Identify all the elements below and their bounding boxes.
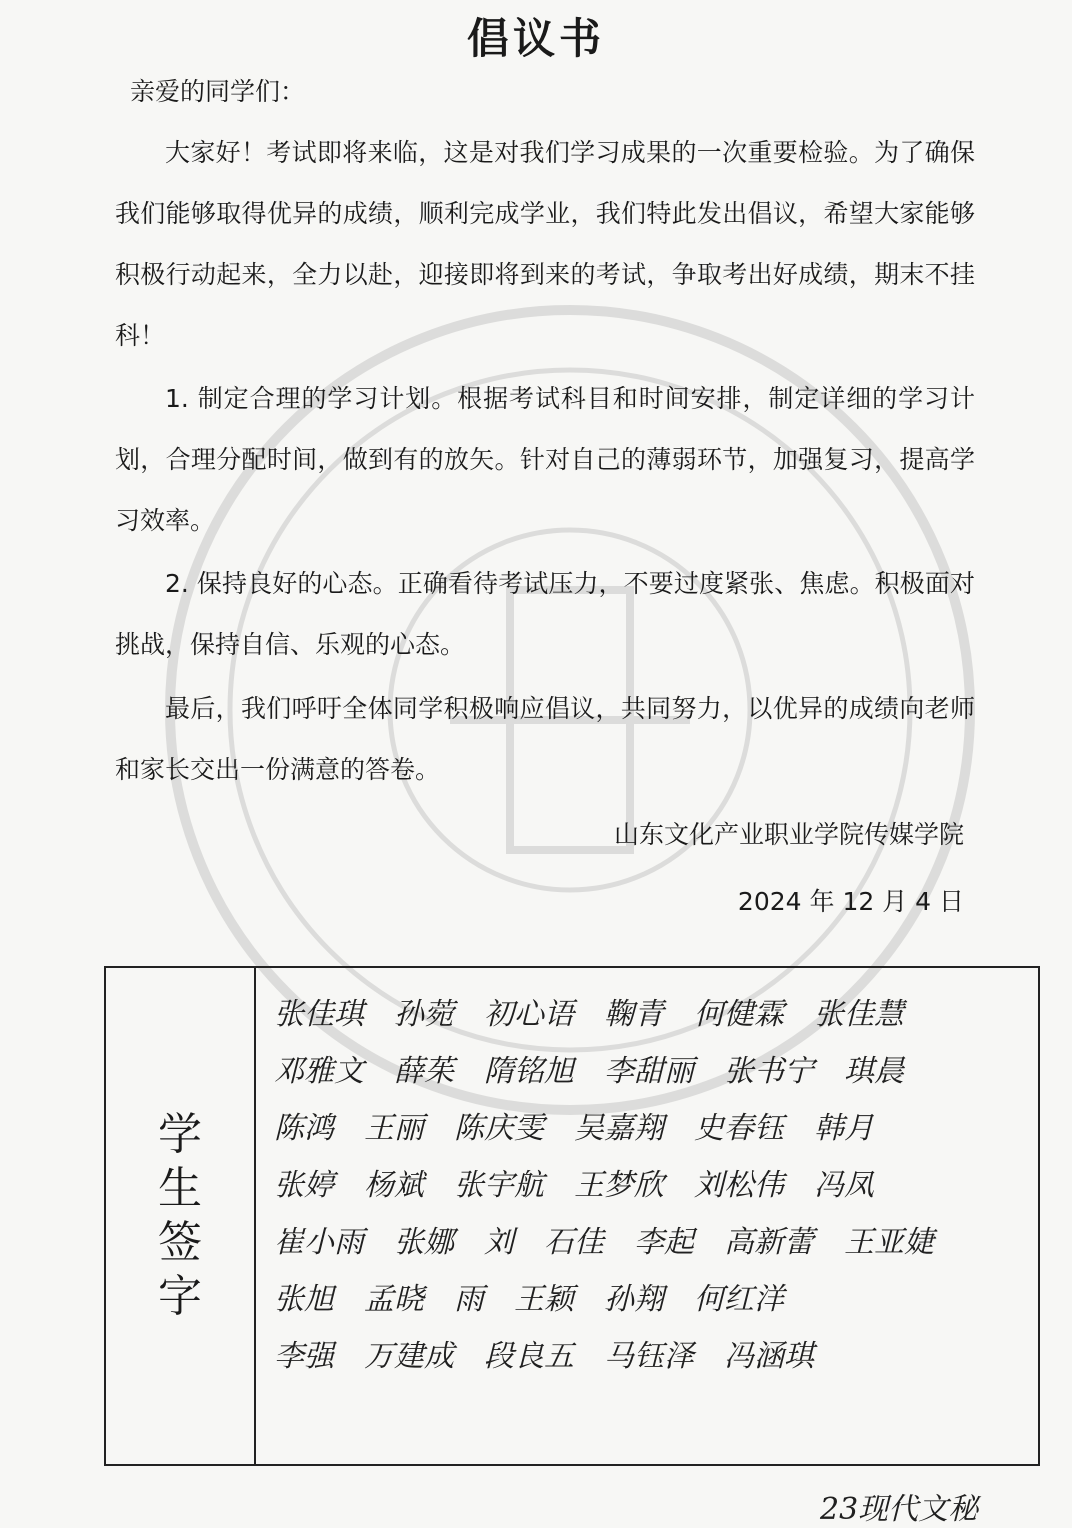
student-signature: 李甜丽 xyxy=(604,1053,694,1089)
signature-row xyxy=(274,1324,1028,1381)
student-signature: 冯涵琪 xyxy=(724,1338,814,1374)
point-1-paragraph: 1. 制定合理的学习计划。根据考试科目和时间安排，制定详细的学习计划，合理分配时间，做到有的放矢。针对自己的薄弱环节，加强复习，提高学习效率。 xyxy=(115,384,975,535)
student-signature: 马钰泽 xyxy=(604,1338,694,1374)
signature-row xyxy=(274,1267,1028,1324)
student-signature: 张佳琪 xyxy=(274,996,364,1032)
closing-paragraph: 最后，我们呼吁全体同学积极响应倡议，共同努力，以优异的成绩向老师和家长交出一份满意的答卷。 xyxy=(115,694,975,784)
student-signature: 薛茱 xyxy=(394,1053,454,1089)
student-signature: 王丽 xyxy=(364,1110,424,1146)
student-signature: 万建成 xyxy=(364,1338,454,1374)
student-signature: 陈庆雯 xyxy=(454,1110,544,1146)
organization-name: 山东文化产业职业学院传媒学院 xyxy=(613,820,964,849)
student-signature: 邓雅文 xyxy=(274,1053,364,1089)
student-signature: 张旭 xyxy=(274,1281,334,1317)
student-signature: 高新蕾 xyxy=(724,1224,814,1260)
student-signature: 崔小雨 xyxy=(274,1224,364,1260)
signature-row xyxy=(274,1039,1028,1096)
student-signature: 鞠青 xyxy=(604,996,664,1032)
student-signature: 刘松伟 xyxy=(694,1167,784,1203)
student-signature: 王梦欣 xyxy=(574,1167,664,1203)
signature-row xyxy=(274,1210,1028,1267)
student-signature: 初心语 xyxy=(484,996,574,1032)
student-signature: 何红洋 xyxy=(694,1281,784,1317)
student-signature: 韩月 xyxy=(814,1110,874,1146)
student-signature: 隋铭旭 xyxy=(484,1053,574,1089)
student-signature: 张佳慧 xyxy=(814,996,904,1032)
signature-row xyxy=(274,1096,1028,1153)
signature-row xyxy=(274,982,1028,1039)
document-title: 倡议书 xyxy=(466,14,605,63)
greeting: 亲爱的同学们： xyxy=(130,77,306,106)
signature-row xyxy=(274,1153,1028,1210)
student-signature: 雨 xyxy=(454,1281,484,1317)
student-signature: 张书宁 xyxy=(724,1053,814,1089)
class-note: 23现代文秘 xyxy=(820,1492,979,1527)
student-signature: 段良五 xyxy=(484,1338,574,1374)
student-signature: 杨斌 xyxy=(364,1167,424,1203)
student-signature: 张婷 xyxy=(274,1167,334,1203)
student-signature: 李强 xyxy=(274,1338,334,1374)
student-signature: 孙菀 xyxy=(394,996,454,1032)
student-signature: 石佳 xyxy=(544,1224,604,1260)
point-2-paragraph: 2. 保持良好的心态。正确看待考试压力，不要过度紧张、焦虑。积极面对挑战，保持自信、乐观的心态。 xyxy=(115,569,975,659)
signature-area xyxy=(256,968,1038,1464)
student-signature: 张娜 xyxy=(394,1224,454,1260)
student-signature: 琪晨 xyxy=(844,1053,904,1089)
document-date: 2024 年 12 月 4 日 xyxy=(737,887,964,916)
signature-label-cell xyxy=(106,968,256,1464)
student-signature: 孟晓 xyxy=(364,1281,424,1317)
student-signature: 孙翔 xyxy=(604,1281,664,1317)
signature-label: 学生签字 xyxy=(158,1109,202,1322)
student-signature: 刘 xyxy=(484,1224,514,1260)
student-signature: 张宇航 xyxy=(454,1167,544,1203)
student-signature: 冯凤 xyxy=(814,1167,874,1203)
student-signature: 王颖 xyxy=(514,1281,574,1317)
intro-paragraph: 大家好！考试即将来临，这是对我们学习成果的一次重要检验。为了确保我们能够取得优异的成绩，顺利完成学业，我们特此发出倡议，希望大家能够积极行动起来，全力以赴，迎接即将到来的考试，争取考出好成绩，期末不挂科！ xyxy=(115,138,975,350)
signature-table xyxy=(104,966,1040,1466)
student-signature: 李起 xyxy=(634,1224,694,1260)
student-signature: 何健霖 xyxy=(694,996,784,1032)
student-signature: 王亚婕 xyxy=(844,1224,934,1260)
student-signature: 陈鸿 xyxy=(274,1110,334,1146)
student-signature: 史春钰 xyxy=(694,1110,784,1146)
student-signature: 吴嘉翔 xyxy=(574,1110,664,1146)
